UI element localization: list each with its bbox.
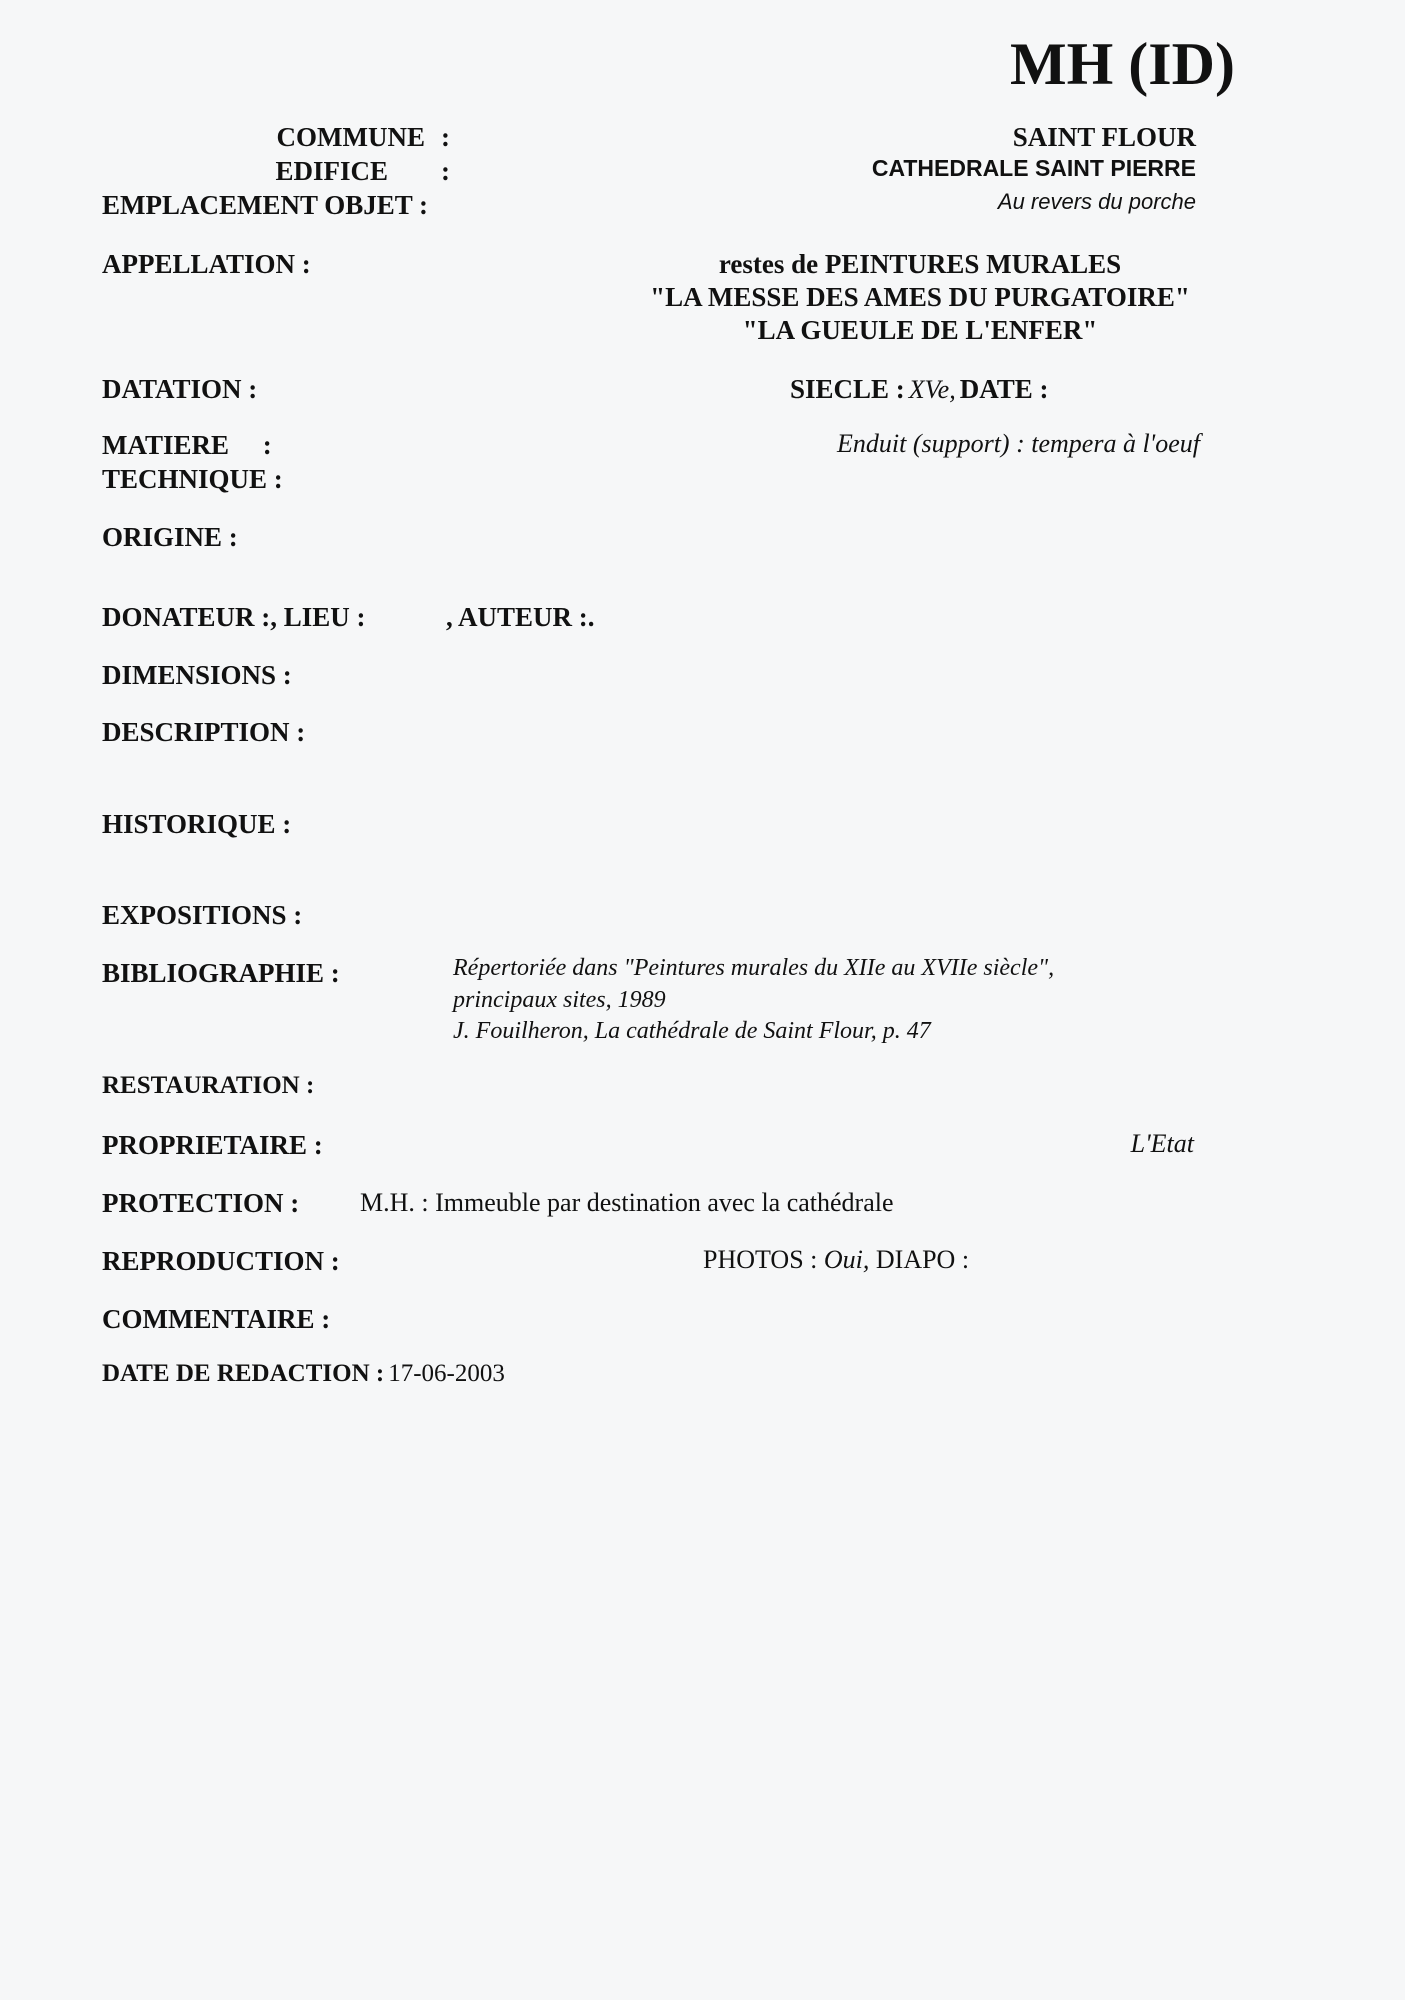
edifice-colon: : [441,156,450,186]
bibliographie-line-2: principaux sites, 1989 [453,987,666,1013]
emplacement-value: Au revers du porche [997,189,1196,214]
commune-value: SAINT FLOUR [1012,122,1196,152]
restauration-label: RESTAURATION : [102,1072,315,1099]
diapo-label: DIAPO : [875,1245,970,1274]
matiere-label: MATIERE : [102,430,272,460]
siecle-label: SIECLE : [790,374,905,404]
date-label: DATE : [959,374,1049,404]
appellation-line-2: "LA MESSE DES AMES DU PURGATOIRE" [650,282,1190,312]
technique-label: TECHNIQUE : [102,464,283,494]
bibliographie-line-1: Répertoriée dans "Peintures murales du XIIe au XVIIe siècle", [453,955,1055,981]
auteur-label: , AUTEUR :. [446,602,595,632]
record-code: MH (ID) [1010,31,1235,97]
siecle-value: XVe, [908,375,956,404]
description-label: DESCRIPTION : [102,717,306,747]
bibliographie-label: BIBLIOGRAPHIE : [102,958,340,988]
appellation-label: APPELLATION : [102,249,311,279]
redaction-value: 17-06-2003 [388,1360,505,1387]
protection-value: M.H. : Immeuble par destination avec la cathédrale [360,1188,894,1217]
commune-colon: : [441,122,450,152]
redaction-label: DATE DE REDACTION : [102,1360,385,1387]
historique-label: HISTORIQUE : [102,809,292,839]
siecle-group [790,374,1048,405]
donateur-label: DONATEUR :, LIEU : [102,602,366,632]
photos-label: PHOTOS : [703,1245,818,1274]
reproduction-label: REPRODUCTION : [102,1246,340,1276]
proprietaire-label: PROPRIETAIRE : [102,1130,323,1160]
proprietaire-value: L'Etat [1130,1129,1194,1158]
appellation-line-1: restes de PEINTURES MURALES [718,249,1122,279]
protection-label: PROTECTION : [102,1188,300,1218]
commentaire-label: COMMENTAIRE : [102,1304,331,1334]
photos-value: Oui, [823,1245,870,1274]
photos-group [703,1245,969,1275]
edifice-label: EDIFICE [275,156,388,186]
expositions-label: EXPOSITIONS : [102,900,303,930]
edifice-value: CATHEDRALE SAINT PIERRE [871,155,1196,181]
datation-label: DATATION : [102,374,258,404]
matiere-value: Enduit (support) : tempera à l'oeuf [836,429,1200,458]
dimensions-label: DIMENSIONS : [102,660,292,690]
origine-label: ORIGINE : [102,522,238,552]
commune-label: COMMUNE [276,122,425,152]
emplacement-label: EMPLACEMENT OBJET : [102,190,429,220]
bibliographie-line-3: J. Fouilheron, La cathédrale de Saint Flour, p. 47 [453,1018,931,1044]
appellation-line-3: "LA GUEULE DE L'ENFER" [742,315,1098,345]
redaction-group [102,1360,505,1388]
